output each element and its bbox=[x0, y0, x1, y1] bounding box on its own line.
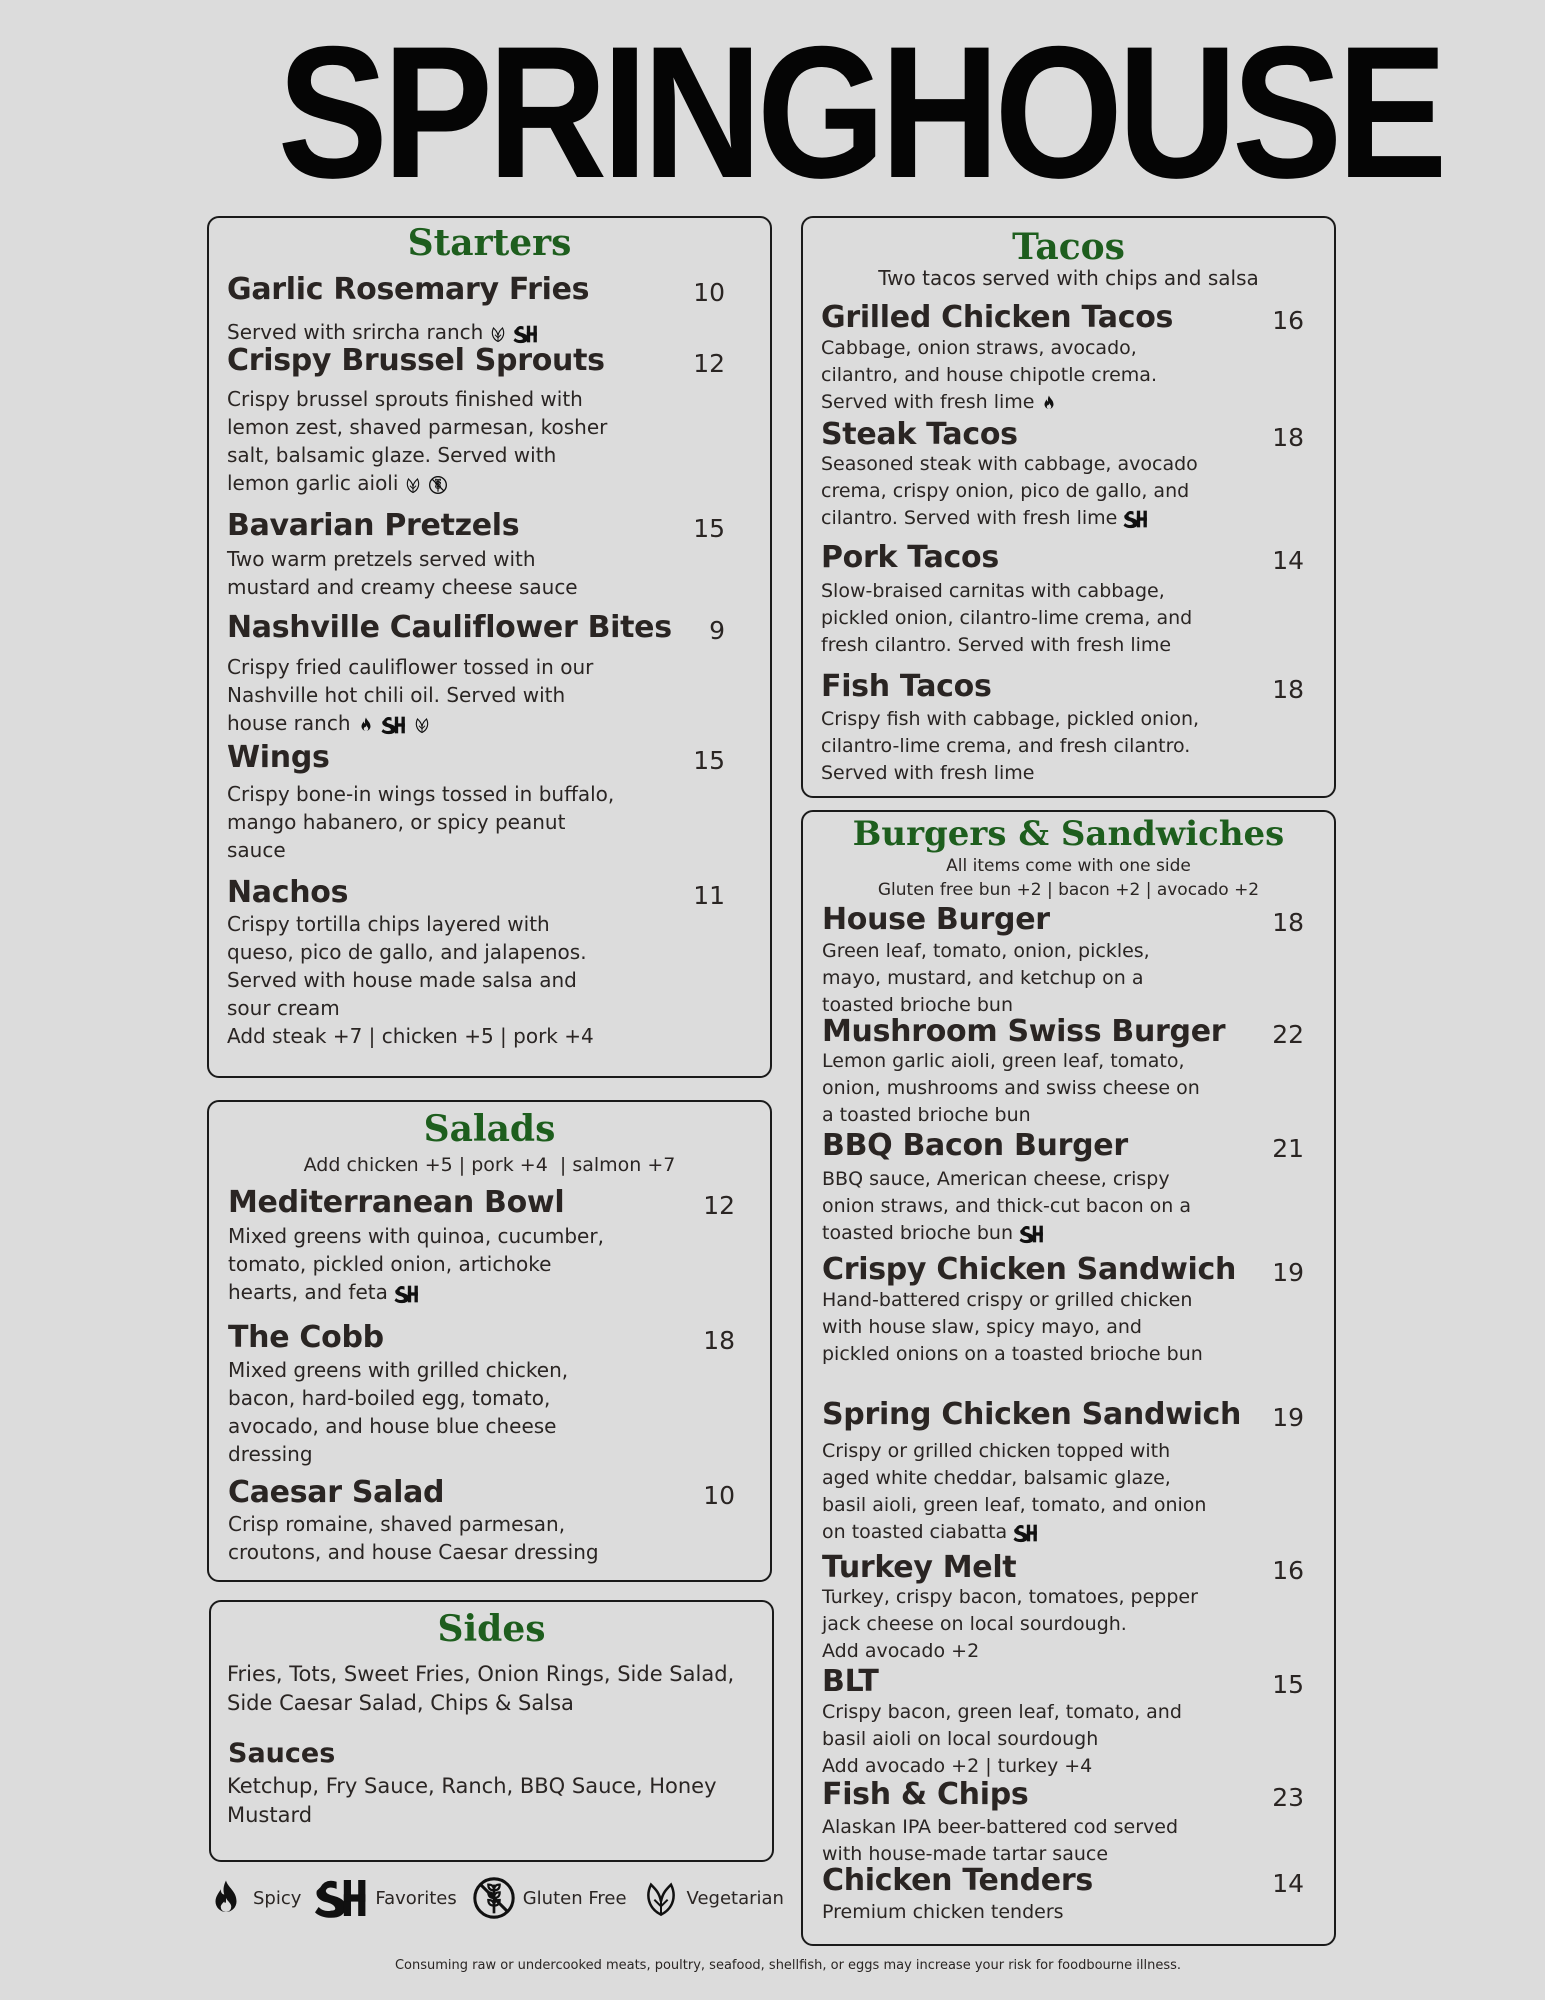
menu-item-description bbox=[822, 1166, 1207, 1247]
legend bbox=[205, 1870, 798, 1926]
legend-favorites bbox=[315, 1875, 456, 1921]
menu-item-price: 9 bbox=[709, 616, 725, 645]
legend-vegetarian bbox=[641, 1875, 784, 1921]
menu-item-name: Mushroom Swiss Burger bbox=[822, 1014, 1226, 1049]
description-text: Alaskan IPA beer-battered cod served with house-made tartar sauce bbox=[822, 1816, 1179, 1865]
menu-item-name: Steak Tacos bbox=[821, 417, 1018, 452]
vegetarian-icon bbox=[413, 715, 431, 735]
description-text: Lemon garlic aioli, green leaf, tomato, onion, mushrooms and swiss cheese on a toasted brioche bun bbox=[822, 1050, 1200, 1126]
favorites-icon bbox=[1019, 1224, 1045, 1244]
sides-list: Fries, Tots, Sweet Fries, Onion Rings, Side Salad, Side Caesar Salad, Chips & Salsa bbox=[227, 1662, 735, 1715]
vegetarian-icon bbox=[489, 324, 507, 344]
description-text: Slow-braised carnitas with cabbage, pickled onion, cilantro-lime crema, and fresh cilantro. Served with fresh lime bbox=[821, 580, 1193, 656]
legend-gluten-free bbox=[471, 1875, 627, 1921]
description-text: Crispy or grilled chicken topped with aged white cheddar, balsamic glaze, basil aioli, green leaf, tomato, and onion on toasted ciabatta bbox=[822, 1440, 1207, 1543]
menu-item-price: 19 bbox=[1272, 1258, 1304, 1287]
favorites-icon bbox=[1013, 1523, 1039, 1543]
vegetarian-icon bbox=[404, 475, 422, 495]
menu-item-price: 15 bbox=[693, 514, 725, 543]
disclaimer: Consuming raw or undercooked meats, poultry, seafood, shellfish, or eggs may increase your risk for foodbourne illness. bbox=[394, 1958, 1182, 1973]
menu-item-description bbox=[822, 1287, 1207, 1368]
menu-item-description bbox=[822, 1699, 1207, 1780]
menu-item-price: 14 bbox=[1272, 546, 1304, 575]
sauces-title: Sauces bbox=[228, 1738, 336, 1769]
menu-item-name: Crispy Chicken Sandwich bbox=[822, 1252, 1237, 1287]
menu-item-description bbox=[227, 385, 617, 497]
menu-item-description bbox=[227, 780, 617, 864]
description-text: Crispy fish with cabbage, pickled onion, cilantro-lime crema, and fresh cilantro. Served with fresh lime bbox=[821, 708, 1200, 784]
menu-item-price: 10 bbox=[693, 278, 725, 307]
legend-label: Favorites bbox=[375, 1887, 457, 1909]
menu-item-description bbox=[822, 1899, 1207, 1926]
menu-item-description bbox=[821, 335, 1206, 416]
menu-item-price: 22 bbox=[1272, 1020, 1304, 1049]
menu-item-price: 16 bbox=[1272, 1556, 1304, 1585]
menu-item-name: BLT bbox=[822, 1664, 879, 1699]
menu-item-price: 10 bbox=[703, 1481, 735, 1510]
menu-item-description bbox=[822, 938, 1207, 1019]
description-text: Served with srircha ranch bbox=[227, 320, 484, 344]
menu-item-name: House Burger bbox=[822, 902, 1050, 937]
legend-label: Spicy bbox=[253, 1887, 302, 1909]
section-title: Burgers & Sandwiches bbox=[852, 814, 1285, 854]
description-text: Mixed greens with grilled chicken, bacon, hard-boiled egg, tomato, avocado, and house blue cheese dressing bbox=[228, 1358, 569, 1466]
menu-item-price: 19 bbox=[1272, 1403, 1304, 1432]
menu-item-name: Crispy Brussel Sprouts bbox=[227, 343, 605, 378]
menu-item-description bbox=[822, 1048, 1207, 1129]
menu-item-description bbox=[821, 578, 1206, 659]
item-extra-options: Add avocado +2 | turkey +4 bbox=[822, 1755, 1093, 1777]
spicy-icon bbox=[205, 1872, 247, 1924]
menu-item-name: The Cobb bbox=[228, 1320, 384, 1355]
gluten-free-icon bbox=[428, 475, 448, 495]
description-text: Crispy bone-in wings tossed in buffalo, mango habanero, or spicy peanut sauce bbox=[227, 782, 615, 862]
menu-item-name: Wings bbox=[227, 740, 330, 775]
item-extra-options: Add avocado +2 bbox=[822, 1640, 980, 1662]
legend-label: Gluten Free bbox=[522, 1887, 627, 1909]
favorites-icon bbox=[315, 1875, 369, 1921]
menu-item-name: Fish Tacos bbox=[821, 669, 992, 704]
favorites-icon bbox=[394, 1284, 420, 1304]
menu-item-price: 18 bbox=[1272, 423, 1304, 452]
item-extra-options: Add steak +7 | chicken +5 | pork +4 bbox=[227, 1024, 594, 1048]
menu-item-name: Garlic Rosemary Fries bbox=[227, 272, 590, 307]
menu-item-name: Mediterranean Bowl bbox=[228, 1185, 565, 1220]
section-title: Sides bbox=[437, 1608, 546, 1650]
menu-item-description bbox=[228, 1510, 618, 1566]
menu-item-price: 18 bbox=[1272, 908, 1304, 937]
menu-item-description bbox=[227, 318, 617, 346]
favorites-icon bbox=[381, 715, 407, 735]
menu-item-price: 12 bbox=[693, 349, 725, 378]
restaurant-title: SPRINGHOUSE bbox=[277, 7, 1443, 217]
description-text: Crispy brussel sprouts finished with lemon zest, shaved parmesan, kosher salt, balsamic glaze. Served with lemon garlic aioli bbox=[227, 387, 608, 495]
menu-item-description bbox=[822, 1584, 1207, 1665]
menu-item-description bbox=[227, 910, 617, 1050]
menu-item-name: Caesar Salad bbox=[228, 1475, 445, 1510]
legend-label: Vegetarian bbox=[686, 1887, 784, 1909]
description-text: Two warm pretzels served with mustard and creamy cheese sauce bbox=[227, 547, 578, 599]
menu-item-price: 11 bbox=[693, 881, 725, 910]
description-text: Crispy fried cauliflower tossed in our Nashville hot chili oil. Served with house ranch bbox=[227, 655, 594, 735]
menu-item-price: 15 bbox=[693, 746, 725, 775]
menu-item-description bbox=[227, 653, 617, 737]
menu-item-description bbox=[228, 1222, 618, 1306]
spicy-icon bbox=[357, 714, 375, 736]
section-title: Salads bbox=[423, 1108, 556, 1150]
menu-item-name: Grilled Chicken Tacos bbox=[821, 300, 1174, 335]
menu-item-name: Turkey Melt bbox=[822, 1550, 1017, 1585]
menu-item-name: Nashville Cauliflower Bites bbox=[227, 610, 672, 645]
menu-item-name: BBQ Bacon Burger bbox=[822, 1128, 1128, 1163]
description-text: Seasoned steak with cabbage, avocado crema, crispy onion, pico de gallo, and cilantro. Served with fresh lime bbox=[821, 453, 1198, 529]
description-text: BBQ sauce, American cheese, crispy onion straws, and thick-cut bacon on a toasted brioche bun bbox=[822, 1168, 1192, 1244]
description-text: Turkey, crispy bacon, tomatoes, pepper jack cheese on local sourdough. bbox=[822, 1586, 1198, 1635]
menu-item-description bbox=[821, 451, 1206, 532]
gluten-free-icon bbox=[471, 1875, 517, 1921]
menu-item-description bbox=[227, 545, 617, 601]
menu-item-price: 14 bbox=[1272, 1869, 1304, 1898]
menu-item-price: 18 bbox=[703, 1326, 735, 1355]
section-subtitle: All items come with one side bbox=[946, 856, 1191, 876]
menu-item-name: Chicken Tenders bbox=[822, 1863, 1093, 1898]
description-text: Mixed greens with quinoa, cucumber, tomato, pickled onion, artichoke hearts, and feta bbox=[228, 1224, 604, 1304]
description-text: Crispy bacon, green leaf, tomato, and basil aioli on local sourdough bbox=[822, 1701, 1182, 1750]
section-subtitle: Two tacos served with chips and salsa bbox=[878, 266, 1259, 290]
menu-item-description bbox=[228, 1356, 618, 1468]
menu-item-description bbox=[821, 706, 1206, 787]
description-text: Hand-battered crispy or grilled chicken with house slaw, spicy mayo, and pickled onions on a toasted brioche bun bbox=[822, 1289, 1203, 1365]
description-text: Green leaf, tomato, onion, pickles, mayo, mustard, and ketchup on a toasted brioche bun bbox=[822, 940, 1150, 1016]
spicy-icon bbox=[1040, 392, 1058, 414]
sides-section bbox=[209, 1600, 774, 1862]
menu-item-name: Spring Chicken Sandwich bbox=[822, 1397, 1242, 1432]
section-subtitle: Add chicken +5 | pork +4 | salmon +7 bbox=[303, 1154, 676, 1176]
description-text: Crispy tortilla chips layered with queso, pico de gallo, and jalapenos. Served with house made salsa and sour cream bbox=[227, 912, 587, 1020]
menu-item-price: 12 bbox=[703, 1191, 735, 1220]
menu-item-name: Fish & Chips bbox=[822, 1777, 1029, 1812]
favorites-icon bbox=[1123, 509, 1149, 529]
description-text: Cabbage, onion straws, avocado, cilantro, and house chipotle crema. Served with fresh lime bbox=[821, 337, 1157, 413]
menu-item-price: 16 bbox=[1272, 306, 1304, 335]
description-text: Premium chicken tenders bbox=[822, 1901, 1064, 1923]
menu-item-price: 18 bbox=[1272, 675, 1304, 704]
section-title: Starters bbox=[407, 222, 572, 264]
menu-item-description bbox=[822, 1814, 1207, 1868]
description-text: Crisp romaine, shaved parmesan, croutons, and house Caesar dressing bbox=[228, 1512, 599, 1564]
menu-item-name: Nachos bbox=[227, 875, 349, 910]
favorites-icon bbox=[513, 324, 539, 344]
menu-item-description bbox=[822, 1438, 1207, 1546]
menu-item-price: 21 bbox=[1272, 1134, 1304, 1163]
sauces-list: Ketchup, Fry Sauce, Ranch, BBQ Sauce, Honey Mustard bbox=[227, 1774, 717, 1827]
menu-item-price: 23 bbox=[1272, 1783, 1304, 1812]
section-subtitle: Gluten free bun +2 | bacon +2 | avocado +2 bbox=[877, 880, 1260, 900]
section-title: Tacos bbox=[1012, 226, 1125, 268]
menu-item-name: Pork Tacos bbox=[821, 540, 999, 575]
menu-item-price: 15 bbox=[1272, 1670, 1304, 1699]
legend-spicy bbox=[205, 1872, 301, 1924]
vegetarian-icon bbox=[641, 1875, 681, 1921]
menu-item-name: Bavarian Pretzels bbox=[227, 508, 520, 543]
